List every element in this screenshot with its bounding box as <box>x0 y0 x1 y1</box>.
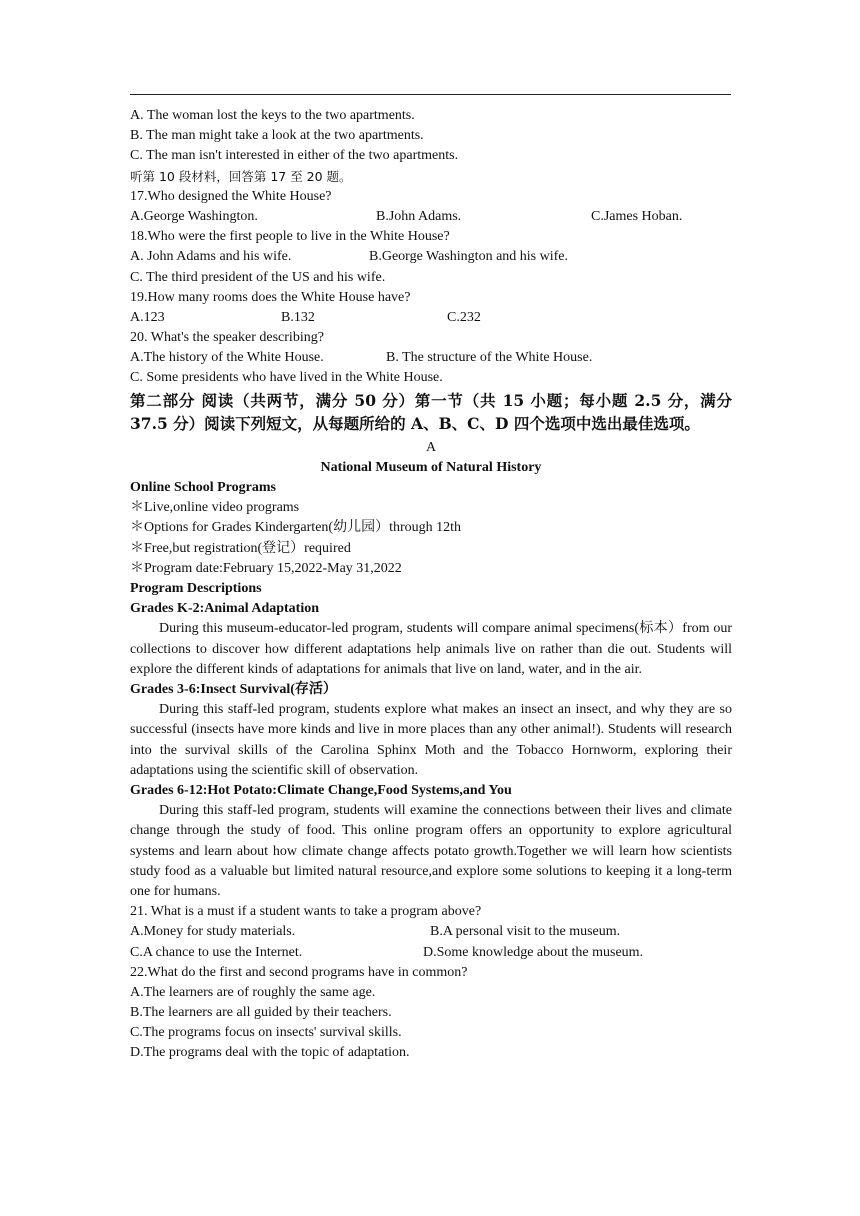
option-a: A. John Adams and his wife. <box>130 249 292 265</box>
bullet-item: ＊Program date:February 15,2022-May 31,2022 <box>130 560 402 576</box>
passage-letter: A <box>425 439 437 455</box>
question-21: 21. What is a must if a student wants to take a program above? <box>130 904 482 920</box>
header-rule <box>130 94 731 95</box>
option-a: A.The history of the White House. <box>130 350 324 366</box>
part-two-heading: 第二部分 阅读（共两节，满分 50 分）第一节（共 15 小题；每小题 2.5 分，满分 37.5 分）阅读下列短文，从每题所给的 A、B、C、D 四个选项中选出最佳选项。 <box>130 390 732 433</box>
option-b: B.John Adams. <box>376 208 462 224</box>
option-c: C. The third president of the US and his wife. <box>130 269 386 285</box>
program-title: Grades K-2:Animal Adaptation <box>130 601 320 617</box>
question-22: 22.What do the first and second programs have in common? <box>130 964 468 980</box>
option-c: C.A chance to use the Internet. <box>130 944 303 960</box>
program-text: During this staff-led program, students explore what makes an insect an insect, and why they are so successful (insects have more kinds and live in more places than any other animal!). Students will research into the survival skills of the Carolina Sphinx Moth and the Tobacco Hornworm, exploring their adaptations using the scientific skill of observation. <box>130 702 732 778</box>
option-c: C. Some presidents who have lived in the White House. <box>130 370 443 386</box>
program-text: During this museum-educator-led program, students will compare animal specimens(标本）from our collections to discover how different adaptations help animals live on rather than die out. Students will explore the different kinds of adaptations for animals that live on land, water, and in the air. <box>130 621 732 677</box>
question-21-options-ab <box>130 922 732 942</box>
question-18-options <box>130 247 732 267</box>
online-programs-heading: Online School Programs <box>130 480 276 495</box>
option-c: C.The programs focus on insects' survival skills. <box>130 1025 402 1041</box>
option-d: D.Some knowledge about the museum. <box>423 944 644 960</box>
question-20-options <box>130 348 732 368</box>
option-b: B.A personal visit to the museum. <box>430 924 621 940</box>
option-line: A. The woman lost the keys to the two apartments. <box>130 108 415 123</box>
option-a: A.Money for study materials. <box>130 924 296 940</box>
option-b: B. The structure of the White House. <box>386 350 593 366</box>
program-text: During this staff-led program, students will examine the connections between their lives and climate change through the study of food. This online program offers an opportunity to explore agricultural systems and learn about how climate change affects potato growth.Together we will learn how scientists study food as a valuable but limited natural resource,and explore some solutions to keeping it a long-term one for humans. <box>130 803 732 899</box>
program-descriptions-heading: Program Descriptions <box>130 580 262 596</box>
program-title: Grades 6-12:Hot Potato:Climate Change,Food Systems,and You <box>130 782 512 798</box>
question-17-options <box>130 207 732 227</box>
option-line: C. The man isn't interested in either of the two apartments. <box>130 148 459 164</box>
option-b: B.George Washington and his wife. <box>369 249 568 265</box>
bullet-item: ＊Live,online video programs <box>130 500 300 516</box>
bullet-item: ＊Options for Grades Kindergarten(幼儿园）through 12th <box>130 520 462 536</box>
bullet-item: ＊Free,but registration(登记）required <box>130 540 351 556</box>
option-a: A.123 <box>130 309 165 325</box>
option-a: A.George Washington. <box>130 208 258 224</box>
option-d: D.The programs deal with the topic of adaptation. <box>130 1045 410 1061</box>
option-b: B.132 <box>281 309 315 325</box>
question-21-options-cd <box>130 943 732 963</box>
exam-page <box>130 106 732 1064</box>
option-line: B. The man might take a look at the two apartments. <box>130 128 424 144</box>
option-b: B.The learners are all guided by their teachers. <box>130 1005 392 1021</box>
question-18: 18.Who were the first people to live in the White House? <box>130 229 450 245</box>
option-a: A.The learners are of roughly the same age. <box>130 984 376 1000</box>
option-c: C.232 <box>447 309 481 325</box>
question-19-options <box>130 308 732 328</box>
question-20: 20. What's the speaker describing? <box>130 330 324 346</box>
passage-title: National Museum of Natural History <box>320 459 542 475</box>
question-17: 17.Who designed the White House? <box>130 188 332 204</box>
question-19: 19.How many rooms does the White House have? <box>130 289 411 305</box>
option-c: C.James Hoban. <box>591 208 683 224</box>
program-title: Grades 3-6:Insect Survival(存活） <box>130 681 337 697</box>
section-note: 听第 10 段材料，回答第 17 至 20 题。 <box>130 168 352 184</box>
